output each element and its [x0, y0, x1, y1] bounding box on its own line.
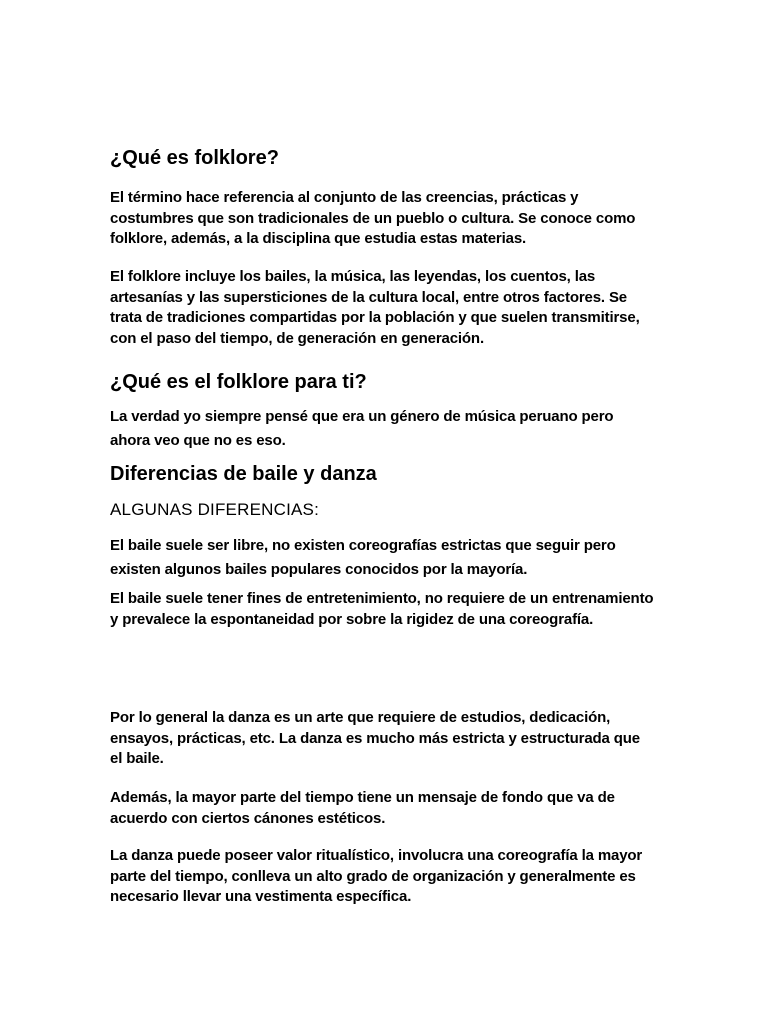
paragraph-danza-mensaje: Además, la mayor parte del tiempo tiene un mensaje de fondo que va de acuerdo con ciertos cánones estéticos. — [110, 789, 615, 827]
paragraph-definicion: El término hace referencia al conjunto de las creencias, prácticas y costumbres que son tradicionales de un pueblo o cultura. Se conoce como folklore, además, a la disciplina que estudia estas materias. — [110, 189, 636, 247]
paragraph-danza-ritual: La danza puede poseer valor ritualístico, involucra una coreografía la mayor parte del tiempo, conlleva un alto grado de organización y generalmente es necesario llevar una vestimenta específica. — [110, 847, 643, 905]
heading-que-es-folklore: ¿Qué es folklore? — [110, 147, 279, 169]
paragraph-danza-arte: Por lo general la danza es un arte que requiere de estudios, dedicación, ensayos, prácticas, etc. La danza es mucho más estricta y estructurada que el baile. — [110, 709, 640, 767]
heading-diferencias: Diferencias de baile y danza — [110, 463, 377, 485]
heading-folklore-para-ti: ¿Qué es el folklore para ti? — [110, 371, 367, 393]
paragraph-opinion: La verdad yo siempre pensé que era un género de música peruano pero ahora veo que no es eso. — [110, 408, 614, 449]
paragraph-folklore-incluye: El folklore incluye los bailes, la música, las leyendas, los cuentos, las artesanías y las supersticiones de la cultura local, entre otros factores. Se trata de tradiciones compartidas por la población y que suelen transmitirse, con el paso del tiempo, de generación en generación. — [110, 268, 640, 347]
paragraph-baile-entretenimiento: El baile suele tener fines de entretenimiento, no requiere de un entrenamiento y prevalece la espontaneidad por sobre la rigidez de una coreografía. — [110, 590, 654, 628]
subheading-algunas-diferencias: ALGUNAS DIFERENCIAS: — [110, 500, 319, 519]
paragraph-baile-libre: El baile suele ser libre, no existen coreografías estrictas que seguir pero existen algunos bailes populares conocidos por la mayoría. — [110, 537, 616, 578]
